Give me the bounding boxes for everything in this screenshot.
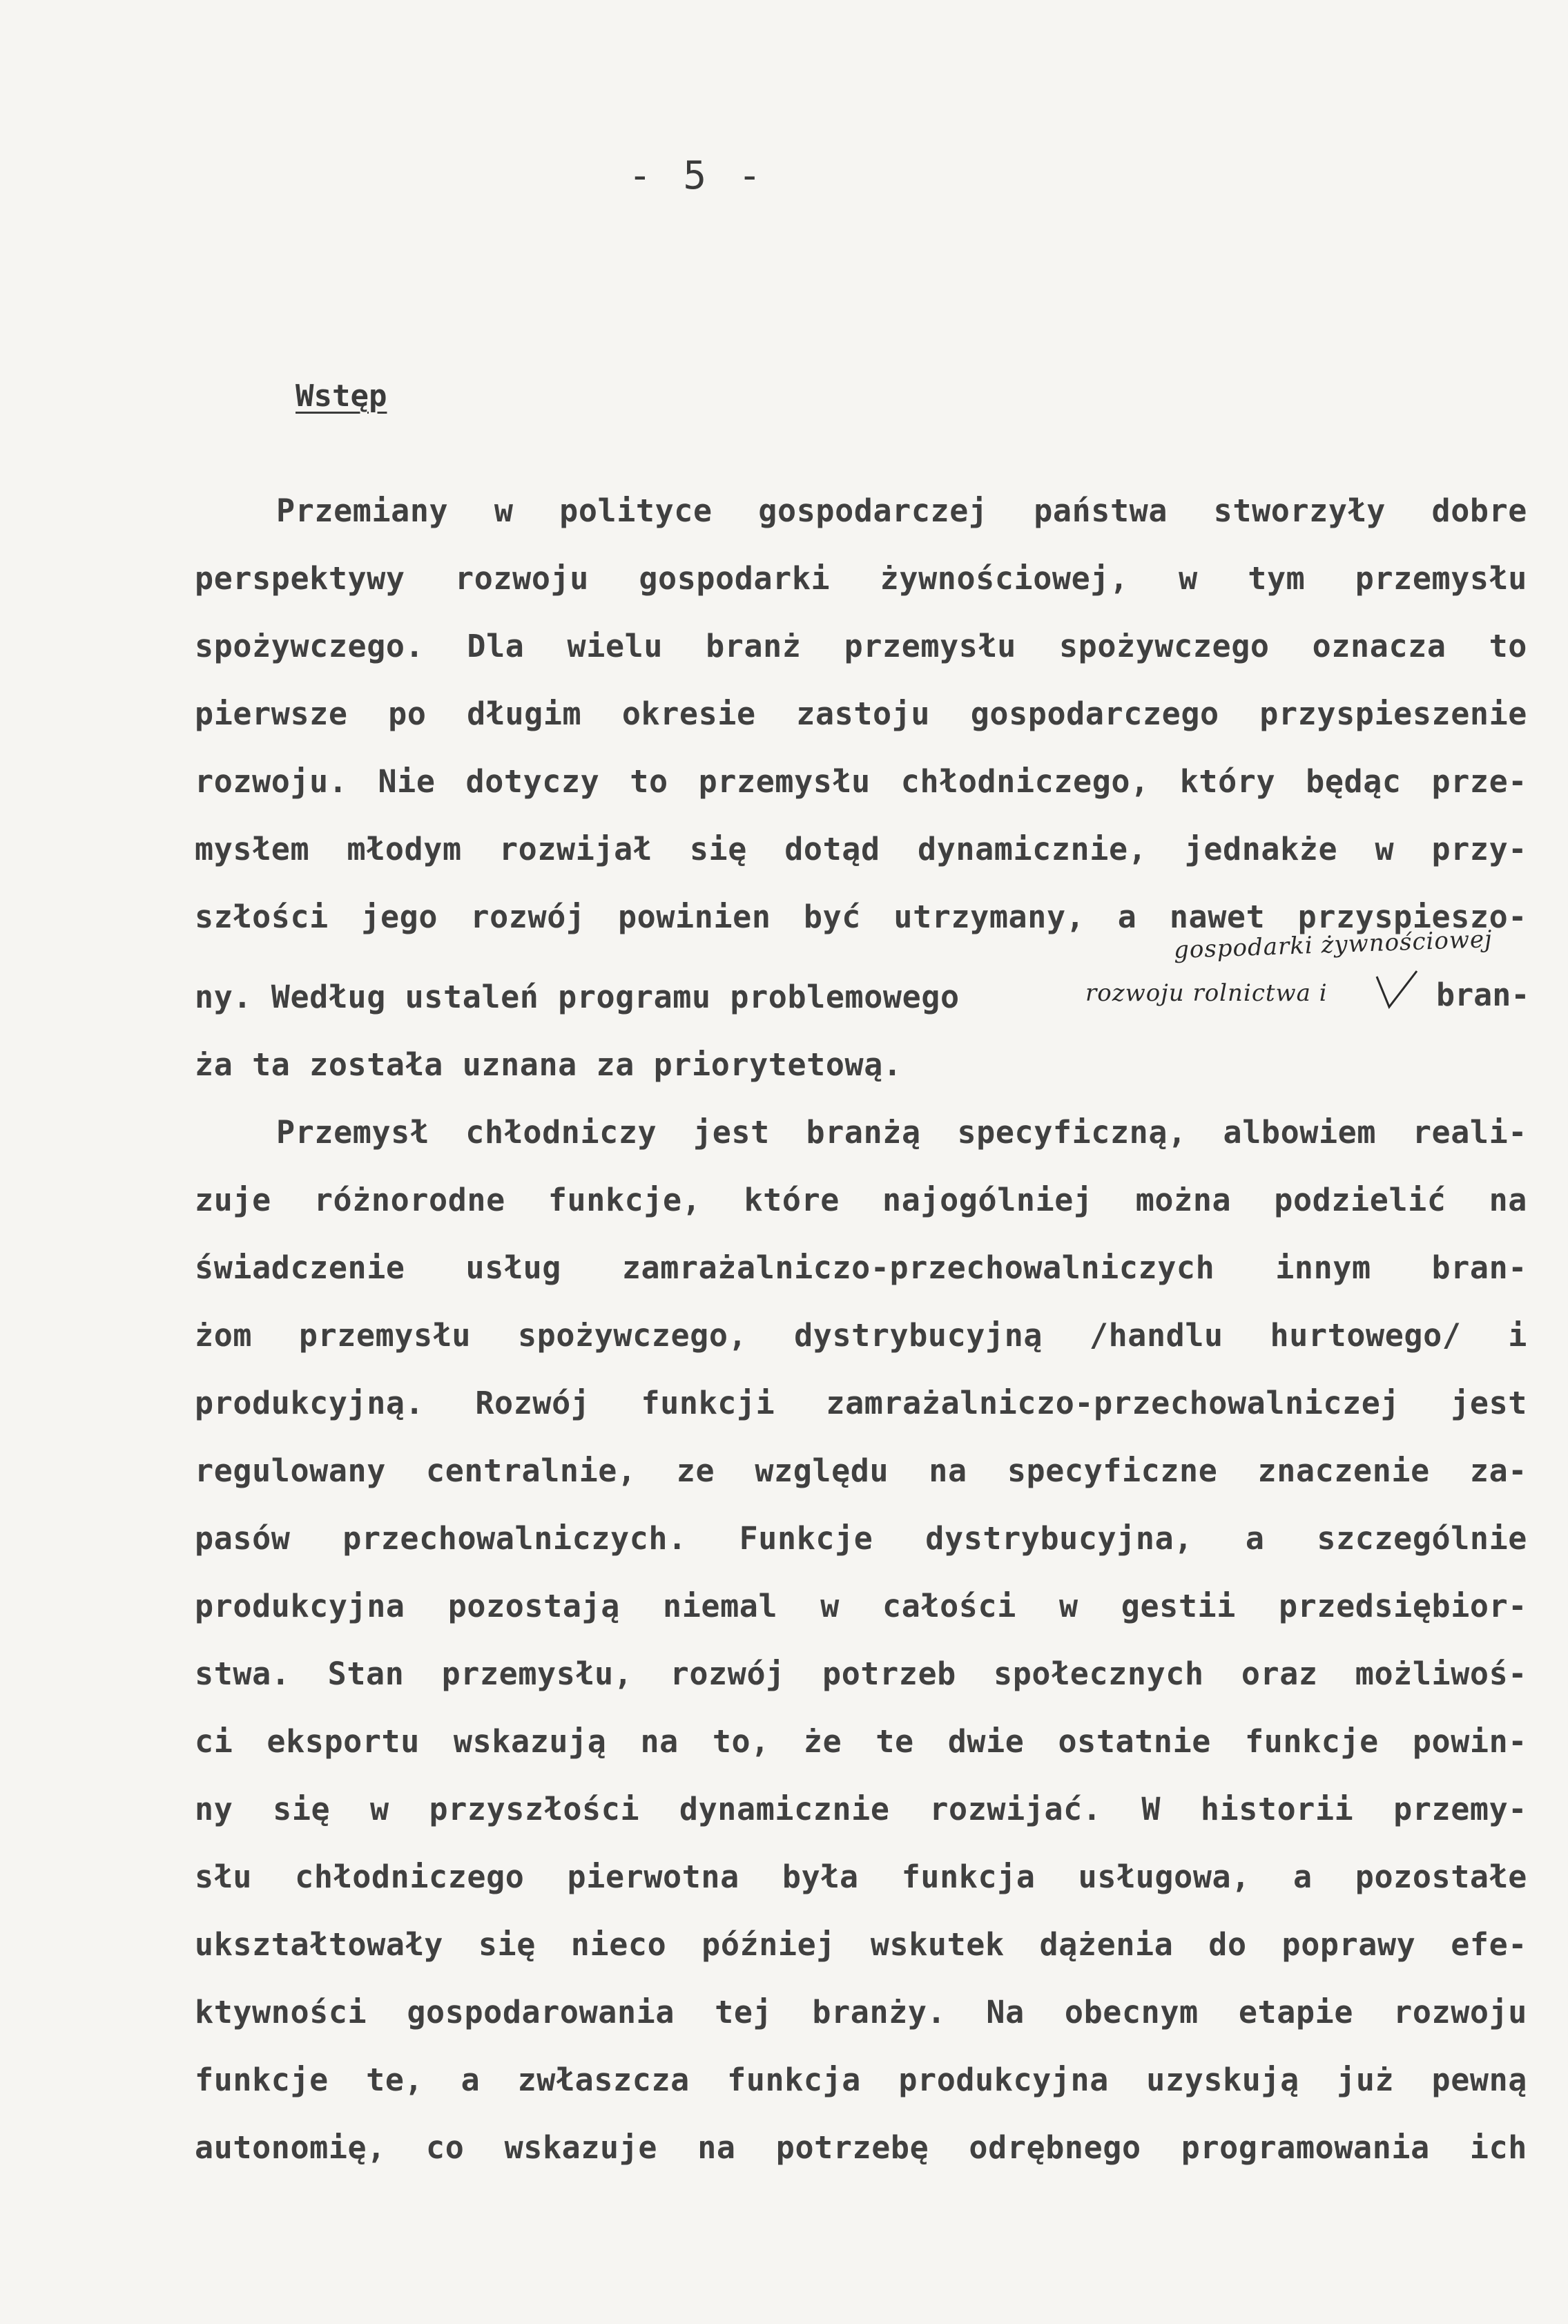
section-heading: Wstęp — [296, 378, 387, 414]
text-line: ża ta została uznana za priorytetową. — [195, 1046, 902, 1083]
text-line: ci eksportu wskazują na to, że te dwie ostatnie funkcje powin- — [195, 1723, 1527, 1760]
handwritten-annotation-inline: rozwoju rolnictwa i — [1085, 979, 1328, 1007]
text-line: ny. Według ustaleń programu problemowego — [195, 979, 960, 1015]
text-line: autonomię, co wskazuje na potrzebę odrębnego programowania ich — [195, 2129, 1527, 2166]
text-line: funkcje te, a zwłaszcza funkcja produkcyjna uzyskują już pewną — [195, 2062, 1527, 2098]
text-line: Przemiany w polityce gospodarczej państwa stworzyły dobre — [276, 492, 1527, 529]
text-line: produkcyjna pozostają niemal w całości w gestii przedsiębior- — [195, 1588, 1527, 1624]
text-line: szłości jego rozwój powinien być utrzymany, a nawet przyspieszo- — [195, 899, 1527, 935]
text-line: Przemysł chłodniczy jest branżą specyficzną, albowiem reali- — [276, 1114, 1527, 1151]
handwritten-annotation-above: gospodarki żywnościowej — [1173, 925, 1493, 965]
text-line: słu chłodniczego pierwotna była funkcja usługowa, a pozostałe — [195, 1859, 1527, 1895]
text-line: świadczenie usług zamrażalniczo-przechowalniczych innym bran- — [195, 1249, 1527, 1286]
text-line: ny się w przyszłości dynamicznie rozwijać. W historii przemy- — [195, 1791, 1527, 1827]
text-line: regulowany centralnie, ze względu na specyficzne znaczenie za- — [195, 1452, 1527, 1489]
text-line: pasów przechowalniczych. Funkcje dystrybucyjna, a szczególnie — [195, 1520, 1527, 1557]
text-line: perspektywy rozwoju gospodarki żywnościowej, w tym przemysłu — [195, 560, 1527, 597]
text-line: mysłem młodym rozwijał się dotąd dynamicznie, jednakże w przy- — [195, 831, 1527, 867]
text-line-tail: bran- — [1436, 977, 1530, 1013]
text-line: spożywczego. Dla wielu branż przemysłu spożywczego oznacza to — [195, 628, 1527, 664]
text-line: żom przemysłu spożywczego, dystrybucyjną /handlu hurtowego/ i — [195, 1317, 1527, 1354]
text-line: produkcyjną. Rozwój funkcji zamrażalniczo-przechowalniczej jest — [195, 1385, 1527, 1421]
text-line: ukształtowały się nieco później wskutek dążenia do poprawy efe- — [195, 1926, 1527, 1963]
insertion-caret-mark — [1374, 970, 1422, 1011]
text-line: rozwoju. Nie dotyczy to przemysłu chłodniczego, który będąc prze- — [195, 763, 1527, 800]
text-line: pierwsze po długim okresie zastoju gospodarczego przyspieszenie — [195, 695, 1527, 732]
page-number: - 5 - — [628, 153, 766, 198]
text-line: stwa. Stan przemysłu, rozwój potrzeb społecznych oraz możliwoś- — [195, 1655, 1527, 1692]
text-line: zuje różnorodne funkcje, które najogólniej można podzielić na — [195, 1182, 1527, 1218]
text-line: ktywności gospodarowania tej branży. Na obecnym etapie rozwoju — [195, 1994, 1527, 2030]
